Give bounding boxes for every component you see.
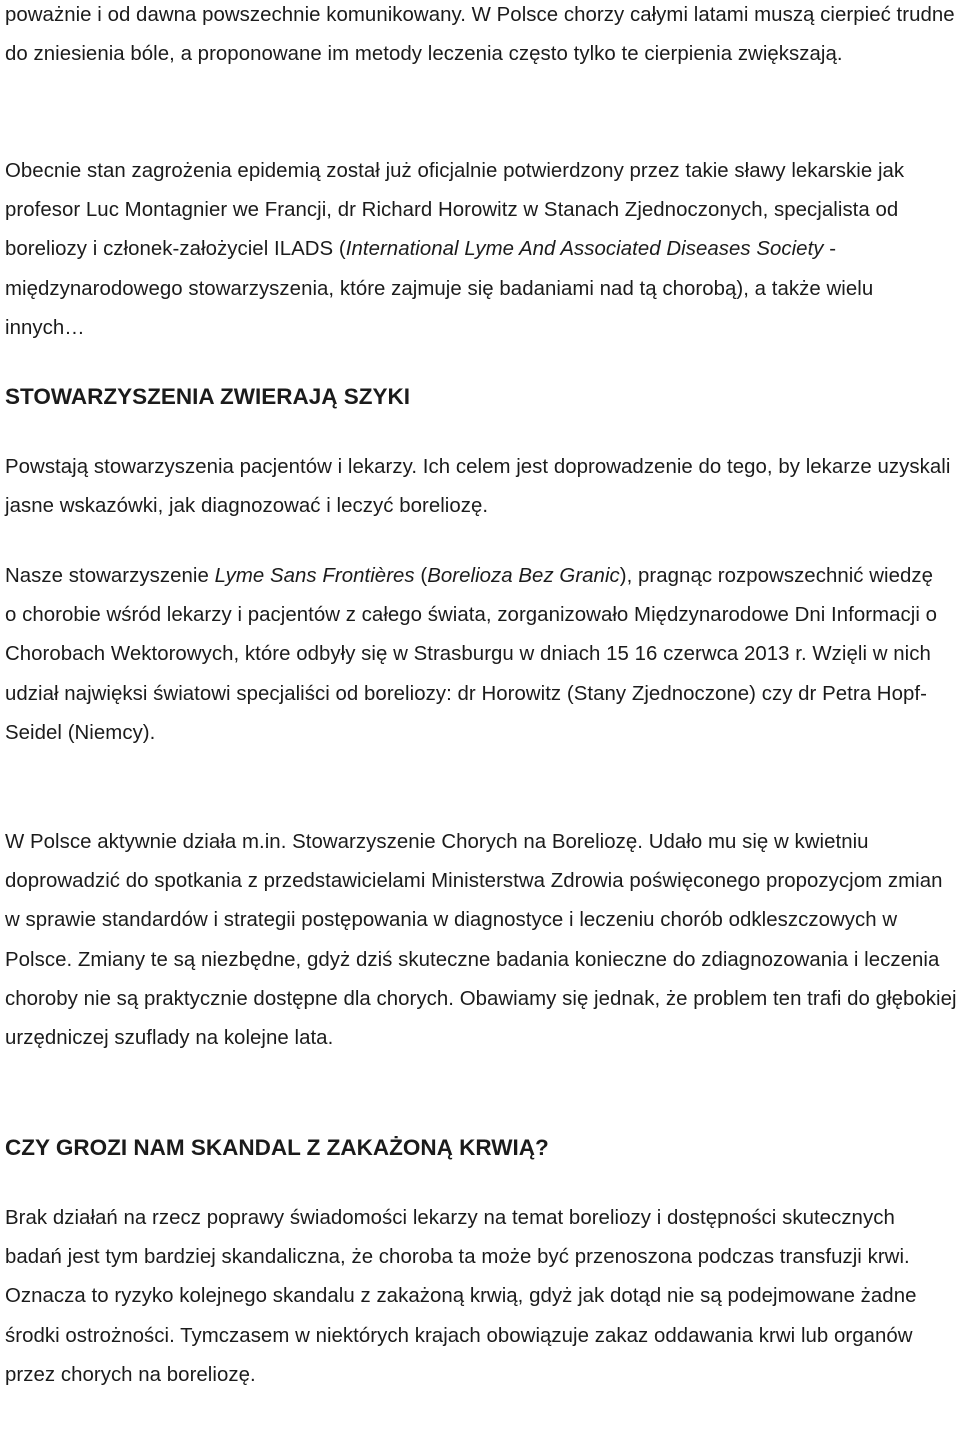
paragraph-epidemic-confirmation <box>5 152 950 348</box>
paragraph-poland-association <box>5 823 957 1058</box>
paragraph-intro-continuation <box>5 0 955 74</box>
paragraph-text: - międzynarodowego stowarzyszenia, które zajmuje się badaniami nad tą chorobą), a także wielu innych… <box>5 238 874 339</box>
section-heading-associations: STOWARZYSZENIA ZWIERAJĄ SZYKI <box>5 384 411 409</box>
paragraph-text: Nasze stowarzyszenie <box>5 565 215 587</box>
paragraph-text: Powstają stowarzyszenia pacjentów i lekarzy. Ich celem jest doprowadzenie do tego, by lekarze uzyskali jasne wskazówki, jak diagnozować i leczyć boreliozę. <box>5 456 951 518</box>
paragraph-text: Obecnie stan zagrożenia epidemią został już oficjalnie potwierdzony przez takie sławy lekarskie jak profesor Luc Montagnier we Francji, dr Richard Horowitz w Stanach Zjednoczonych, specjalista od boreliozy i członek-założyciel ILADS ( <box>5 160 905 261</box>
paragraph-text: Brak działań na rzecz poprawy świadomości lekarzy na temat boreliozy i dostępności skutecznych badań jest tym bardziej skandaliczna, że choroba ta może być przenoszona podczas transfuzji krwi. Oznacza to ryzyko kolejnego skandalu z zakażoną krwią, gdyż jak dotąd nie są podejmowane żadne środki ostrożności. Tymczasem w niektórych krajach obowiązuje zakaz oddawania krwi lub organów przez chorych na boreliozę. <box>5 1207 917 1386</box>
paragraph-text: ), pragnąc rozpowszechnić wiedzę o chorobie wśród lekarzy i pacjentów z całego świata, zorganizowało Międzynarodowe Dni Informacji o Chorobach Wektorowych, które odbyły się w Strasburgu w dniach 15 16 czerwca 2013 r. Wzięli w nich udział najwięksi światowi specjaliści od boreliozy: dr Horowitz (Stany Zjednoczone) czy dr Petra Hopf-Seidel (Niemcy). <box>5 565 938 744</box>
section-heading-blood-scandal: CZY GROZI NAM SKANDAL Z ZAKAŻONĄ KRWIĄ? <box>5 1135 549 1160</box>
paragraph-text: poważnie i od dawna powszechnie komunikowany. W Polsce chorzy całymi latami muszą cierpieć trudne do zniesienia bóle, a proponowane im metody leczenia często tylko te cierpienia zwiększają. <box>5 4 955 66</box>
paragraph-text: ( <box>414 565 428 587</box>
paragraph-lyme-sans-frontieres <box>5 557 940 753</box>
paragraph-blood-transfusion <box>5 1199 957 1395</box>
organization-full-name: International Lyme And Associated Diseases Society <box>345 238 824 261</box>
association-name-polish: Borelioza Bez Granic <box>427 565 620 587</box>
paragraph-associations <box>5 448 960 526</box>
association-name: Lyme Sans Frontières <box>214 565 415 587</box>
paragraph-text: W Polsce aktywnie działa m.in. Stowarzyszenie Chorych na Boreliozę. Udało mu się w kwietniu doprowadzić do spotkania z przedstawicielami Ministerstwa Zdrowia poświęconego propozycjom zmian w sprawie standardów i strategii postępowania w diagnostyce i leczeniu chorób odkleszczowych w Polsce. Zmiany te są niezbędne, gdyż dziś skuteczne badania konieczne do zdiagnozowania i leczenia choroby nie są praktycznie dostępne dla chorych. Obawiamy się jednak, że problem ten trafi do głębokiej urzędniczej szuflady na kolejne lata. <box>5 831 957 1050</box>
